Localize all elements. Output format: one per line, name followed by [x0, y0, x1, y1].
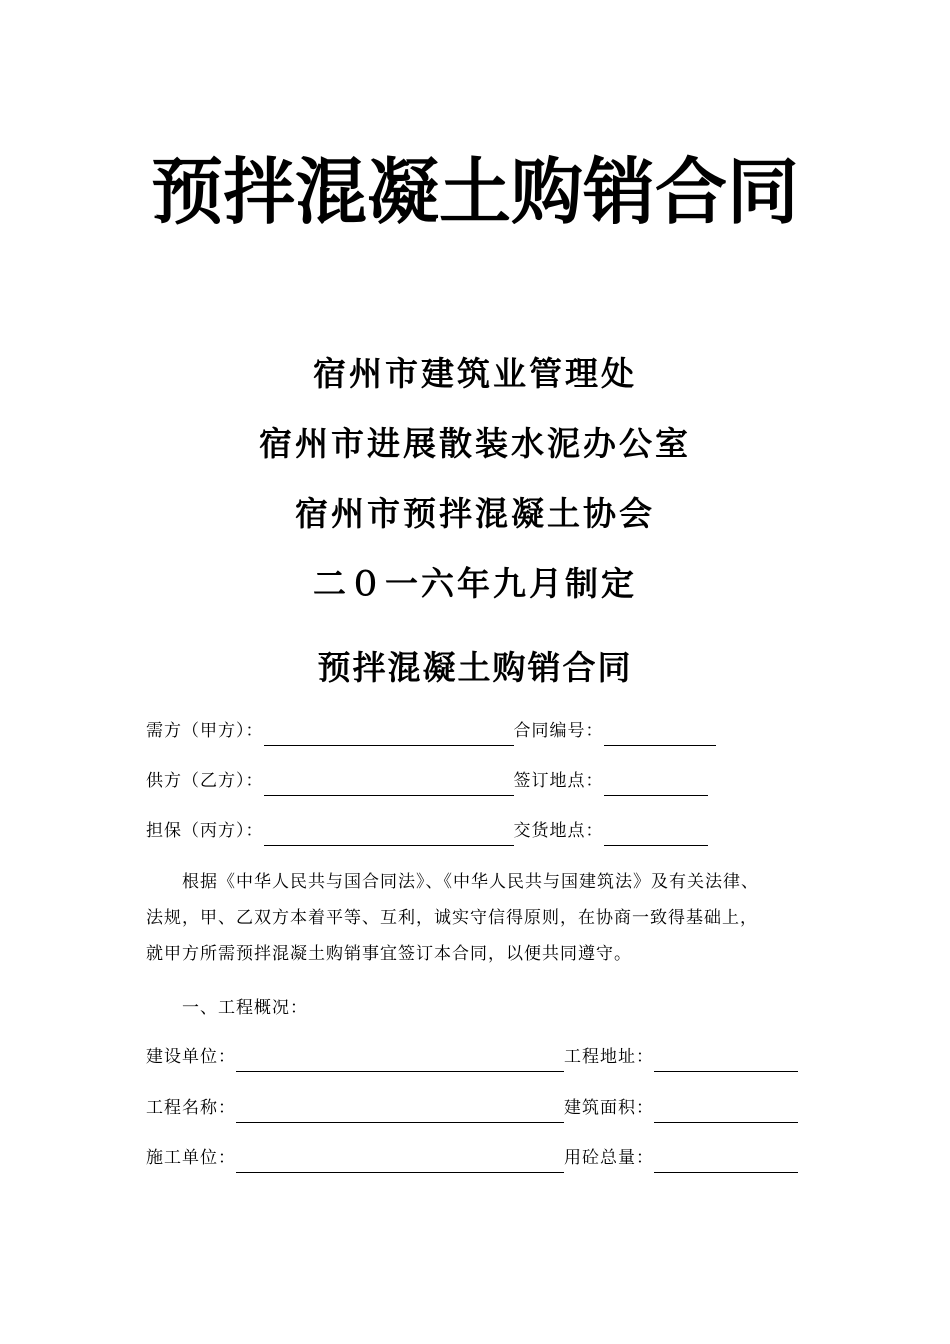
contract-no-label: 合同编号：	[513, 721, 604, 741]
organization-3: 宿州市预拌混凝土协会	[295, 494, 655, 533]
concrete-volume-label: 用砼总量：	[564, 1148, 654, 1168]
delivery-place-label: 交货地点：	[513, 821, 604, 841]
sign-place-blank[interactable]	[604, 773, 708, 796]
delivery-place-blank[interactable]	[604, 823, 708, 846]
project-address-blank[interactable]	[654, 1049, 798, 1072]
supplier-label: 供方（乙方）：	[146, 771, 264, 791]
section-1-heading: 一、工程概况：	[182, 998, 308, 1018]
contractor-label: 施工单位：	[146, 1148, 236, 1168]
guarantor-label: 担保（丙方）：	[146, 821, 264, 841]
project-name-blank[interactable]	[236, 1100, 564, 1123]
contract-no-blank[interactable]	[604, 723, 716, 746]
organization-2: 宿州市进展散装水泥办公室	[259, 424, 691, 463]
preamble-line-1: 根据《中华人民共与国合同法》、《中华人民共与国建筑法》及有关法律、	[182, 872, 759, 892]
contractor-row	[146, 1143, 798, 1173]
concrete-volume-blank[interactable]	[654, 1150, 798, 1173]
buyer-label: 需方（甲方）：	[146, 721, 264, 741]
construction-unit-label: 建设单位：	[146, 1047, 236, 1067]
construction-unit-row	[146, 1042, 798, 1072]
supplier-blank[interactable]	[264, 773, 514, 796]
guarantor-row	[146, 816, 708, 846]
building-area-blank[interactable]	[654, 1100, 798, 1123]
buyer-blank[interactable]	[264, 723, 514, 746]
preamble-line-2: 法规，甲、乙双方本着平等、互利，诚实守信得原则，在协商一致得基础上，	[146, 908, 758, 928]
document-title: 预拌混凝土购销合同	[150, 150, 799, 234]
contract-subtitle: 预拌混凝土购销合同	[317, 648, 633, 687]
buyer-row	[146, 716, 716, 746]
project-name-row	[146, 1093, 798, 1123]
project-address-label: 工程地址：	[564, 1047, 654, 1067]
supplier-row	[146, 766, 708, 796]
preamble-paragraph	[146, 864, 826, 972]
guarantor-blank[interactable]	[264, 823, 514, 846]
organization-1: 宿州市建筑业管理处	[313, 354, 637, 393]
construction-unit-blank[interactable]	[236, 1049, 564, 1072]
issue-date: 二０一六年九月制定	[313, 564, 637, 603]
preamble-line-3: 就甲方所需预拌混凝土购销事宜签订本合同，以便共同遵守。	[146, 944, 632, 964]
contractor-blank[interactable]	[236, 1150, 564, 1173]
sign-place-label: 签订地点：	[513, 771, 604, 791]
building-area-label: 建筑面积：	[564, 1098, 654, 1118]
project-name-label: 工程名称：	[146, 1098, 236, 1118]
